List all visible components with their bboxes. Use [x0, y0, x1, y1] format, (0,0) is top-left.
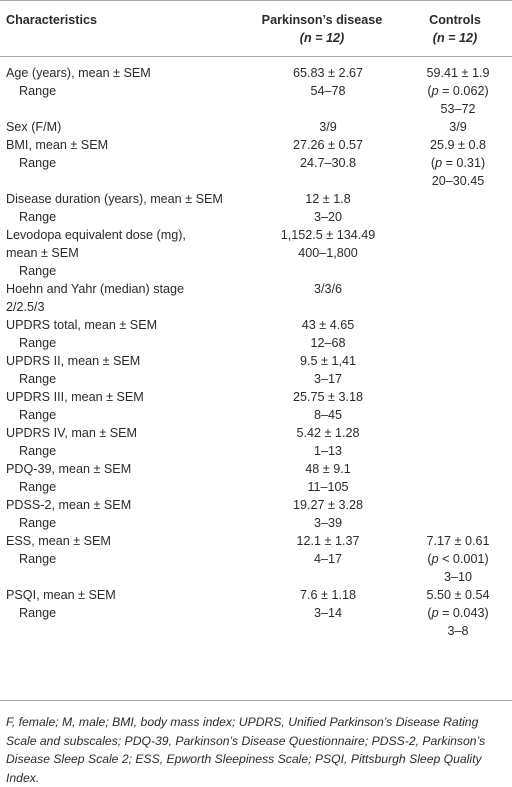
table-row	[0, 190, 512, 226]
table-row	[0, 64, 512, 118]
characteristic-label: PSQI, mean ± SEM	[6, 588, 116, 602]
parkinsons-value-cell	[252, 280, 404, 316]
p-value: (p = 0.043)	[427, 606, 489, 620]
controls-value: 3/9	[449, 120, 467, 134]
characteristic-cell	[0, 424, 252, 460]
parkinsons-value: 4–17	[313, 552, 343, 566]
range-label: Range	[19, 516, 57, 530]
parkinsons-value-cell	[252, 118, 404, 136]
parkinsons-value-cell	[252, 460, 404, 496]
parkinsons-value: 65.83 ± 2.67	[293, 66, 363, 80]
parkinsons-value: 3–14	[313, 606, 343, 620]
table-row	[0, 280, 512, 316]
characteristic-label: PDQ-39, mean ± SEM	[6, 462, 132, 476]
header-parkinsons-n: (n = 12)	[299, 31, 345, 45]
characteristic-label: PDSS-2, mean ± SEM	[6, 498, 132, 512]
parkinsons-value-cell	[252, 352, 404, 388]
parkinsons-value-cell	[252, 64, 404, 118]
parkinsons-value: 3/9	[319, 120, 337, 134]
top-rule	[0, 0, 512, 1]
table-row	[0, 316, 512, 352]
parkinsons-value: 12–68	[310, 336, 346, 350]
table-row	[0, 352, 512, 388]
header-controls-n: (n = 12)	[432, 31, 478, 45]
characteristic-label: Disease duration (years), mean ± SEM	[6, 192, 223, 206]
characteristic-cell	[0, 136, 252, 190]
p-value: (p = 0.31)	[430, 156, 486, 170]
parkinsons-value: 48 ± 9.1	[305, 462, 351, 476]
parkinsons-value-cell	[252, 586, 404, 640]
table-row	[0, 460, 512, 496]
characteristic-cell	[0, 586, 252, 640]
characteristic-cell	[0, 226, 252, 280]
parkinsons-value: 19.27 ± 3.28	[293, 498, 363, 512]
parkinsons-value: 1,152.5 ± 134.49	[280, 228, 376, 242]
parkinsons-value: 9.5 ± 1,41	[300, 354, 356, 368]
characteristic-label: BMI, mean ± SEM	[6, 138, 109, 152]
characteristic-label: Hoehn and Yahr (median) stage	[6, 282, 185, 296]
characteristic-cell	[0, 496, 252, 532]
parkinsons-value-cell	[252, 388, 404, 424]
parkinsons-value-cell	[252, 496, 404, 532]
table-row	[0, 226, 512, 280]
controls-value: 7.17 ± 0.61	[426, 534, 490, 548]
parkinsons-value-cell	[252, 424, 404, 460]
parkinsons-value: 3–39	[313, 516, 343, 530]
parkinsons-value-cell	[252, 136, 404, 190]
parkinsons-value: 3/3/6	[313, 282, 342, 296]
controls-value-cell	[404, 190, 512, 226]
parkinsons-value: 12.1 ± 1.37	[296, 534, 360, 548]
controls-value-cell	[404, 316, 512, 352]
parkinsons-value: 1–13	[313, 444, 343, 458]
p-value: (p < 0.001)	[427, 552, 489, 566]
parkinsons-value-cell	[252, 532, 404, 586]
table-row	[0, 136, 512, 190]
characteristic-label: Sex (F/M)	[6, 120, 62, 134]
header-controls-label: Controls	[429, 13, 481, 27]
characteristic-label: mean ± SEM	[6, 246, 79, 260]
characteristic-cell	[0, 460, 252, 496]
parkinsons-value: 24.7–30.8	[299, 156, 357, 170]
table-row	[0, 496, 512, 532]
controls-value-cell	[404, 64, 512, 118]
table-row	[0, 388, 512, 424]
characteristics-table	[0, 64, 512, 640]
parkinsons-value: 8–45	[313, 408, 343, 422]
table-row	[0, 586, 512, 640]
range-label: Range	[19, 444, 57, 458]
parkinsons-value: 11–105	[307, 480, 349, 494]
controls-value-cell	[404, 280, 512, 316]
range-label: Range	[19, 606, 57, 620]
range-label: Range	[19, 336, 57, 350]
controls-value-cell	[404, 352, 512, 388]
table-row	[0, 118, 512, 136]
characteristic-label: 2/2.5/3	[6, 300, 45, 314]
controls-value: 25.9 ± 0.8	[430, 138, 486, 152]
controls-value-cell	[404, 388, 512, 424]
bottom-rule	[0, 700, 512, 701]
parkinsons-value: 3–17	[313, 372, 343, 386]
characteristic-cell	[0, 190, 252, 226]
header-rule	[0, 56, 512, 57]
table-row	[0, 424, 512, 460]
range-label: Range	[19, 210, 57, 224]
range-label: Range	[19, 372, 57, 386]
table-row	[0, 532, 512, 586]
characteristic-label: UPDRS total, mean ± SEM	[6, 318, 158, 332]
characteristic-cell	[0, 532, 252, 586]
characteristic-cell	[0, 64, 252, 118]
parkinsons-value: 3–20	[313, 210, 343, 224]
parkinsons-value-cell	[252, 226, 404, 280]
range-label: Range	[19, 480, 57, 494]
controls-value-cell	[404, 424, 512, 460]
parkinsons-value: 12 ± 1.8	[305, 192, 351, 206]
controls-value-cell	[404, 496, 512, 532]
controls-value-cell	[404, 532, 512, 586]
controls-value-cell	[404, 136, 512, 190]
header-characteristics: Characteristics	[6, 13, 98, 27]
parkinsons-value: 54–78	[310, 84, 346, 98]
characteristic-label: UPDRS IV, man ± SEM	[6, 426, 138, 440]
controls-value: 53–72	[440, 102, 476, 116]
parkinsons-value: 27.26 ± 0.57	[293, 138, 363, 152]
parkinsons-value-cell	[252, 190, 404, 226]
range-label: Range	[19, 264, 57, 278]
characteristic-label: UPDRS III, mean ± SEM	[6, 390, 144, 404]
parkinsons-value: 400–1,800	[298, 246, 358, 260]
parkinsons-value: 25.75 ± 3.18	[293, 390, 363, 404]
range-label: Range	[19, 84, 57, 98]
header-controls	[398, 11, 512, 47]
controls-value-cell	[404, 226, 512, 280]
controls-value: 20–30.45	[431, 174, 485, 188]
range-label: Range	[19, 156, 57, 170]
table-footnote: F, female; M, male; BMI, body mass index; UPDRS, Unified Parkinson’s Disease Rating Scale and subscales; PDQ-39, Parkinson’s Disease Questionnaire; PDSS-2, Parkinson’s Disease Sleep Scale 2; ESS, Epworth Sleepiness Scale; PSQI, Pittsburgh Sleep Quality Index.	[6, 715, 486, 785]
characteristic-cell	[0, 280, 252, 316]
header-parkinsons	[246, 11, 398, 47]
characteristic-cell	[0, 316, 252, 352]
characteristic-label: Levodopa equivalent dose (mg),	[6, 228, 186, 242]
controls-value: 5.50 ± 0.54	[426, 588, 490, 602]
header-parkinsons-label: Parkinson’s disease	[261, 13, 383, 27]
characteristic-label: ESS, mean ± SEM	[6, 534, 111, 548]
parkinsons-value-cell	[252, 316, 404, 352]
range-label: Range	[19, 552, 57, 566]
p-value: (p = 0.062)	[427, 84, 489, 98]
controls-value: 3–10	[443, 570, 473, 584]
controls-value-cell	[404, 586, 512, 640]
range-label: Range	[19, 408, 57, 422]
controls-value: 59.41 ± 1.9	[426, 66, 490, 80]
characteristic-cell	[0, 388, 252, 424]
characteristic-label: Age (years), mean ± SEM	[6, 66, 151, 80]
controls-value-cell	[404, 460, 512, 496]
parkinsons-value: 5.42 ± 1.28	[296, 426, 360, 440]
characteristic-label: UPDRS II, mean ± SEM	[6, 354, 141, 368]
parkinsons-value: 7.6 ± 1.18	[300, 588, 356, 602]
parkinsons-value: 43 ± 4.65	[301, 318, 355, 332]
characteristic-cell	[0, 352, 252, 388]
controls-value: 3–8	[447, 624, 469, 638]
controls-value-cell	[404, 118, 512, 136]
characteristic-cell	[0, 118, 252, 136]
